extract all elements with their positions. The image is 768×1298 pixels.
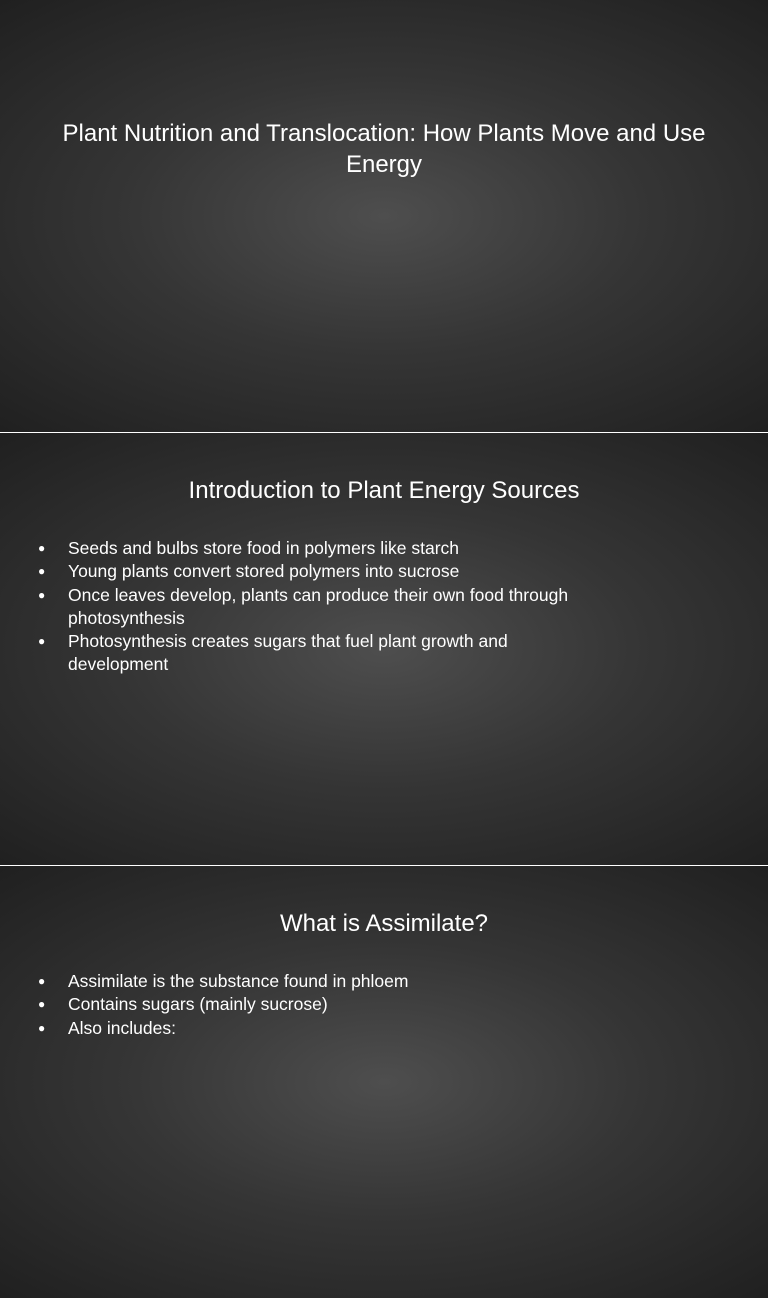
bullet-item: ● Seeds and bulbs store food in polymers like starch <box>30 537 570 560</box>
slide-what-is-assimilate <box>0 866 768 1298</box>
title-slide <box>0 0 768 432</box>
slide-title: Introduction to Plant Energy Sources <box>188 477 580 504</box>
bullet-item: ● Photosynthesis creates sugars that fuel plant growth and development <box>30 630 570 677</box>
bullet-item: ● Young plants convert stored polymers into sucrose <box>30 560 570 583</box>
bullet-item: ● Once leaves develop, plants can produce their own food through photosynthesis <box>30 584 570 631</box>
bullet-item: ● Contains sugars (mainly sucrose) <box>30 993 570 1016</box>
bullet-item: ● Assimilate is the substance found in phloem <box>30 970 570 993</box>
slide-title: What is Assimilate? <box>279 910 489 937</box>
slide-plant-energy-sources <box>0 433 768 865</box>
bullet-item: ● Also includes: <box>30 1017 570 1040</box>
bullet-list <box>30 537 570 677</box>
bullet-list <box>30 970 570 1040</box>
presentation-title: Plant Nutrition and Translocation: How Plants Move and Use Energy <box>62 120 706 178</box>
